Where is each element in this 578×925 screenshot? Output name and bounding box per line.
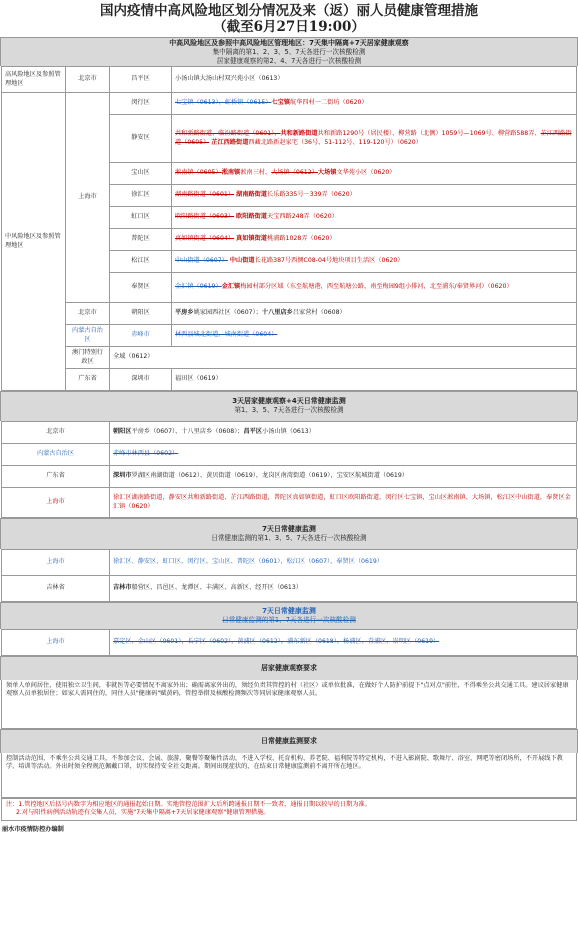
- footer-issuer: 丽水市疫情防控办编制: [2, 825, 64, 833]
- table-row: 澳门特别行政区 全域（0612）: [2, 347, 577, 369]
- table-row: 广东省 深圳市 福田区（0619）: [2, 369, 577, 391]
- table-row: 北京市 朝阳区平房乡（0607）、十八里店乡（0608）；昌平区小汤山镇（0613）: [2, 422, 577, 444]
- section2-table: [1, 421, 577, 518]
- table-row: 奉贤区 金汇镇（0619）金汇镇梅园村部分区域（东至航塘港，西至航塘公路，南至梅园9组小排河，北至浦东/奉贤界河）（0620）: [2, 273, 577, 303]
- table-row: 中风险地区及参照管理地区 上海市 闵行区 七宝镇（0613）、虹桥镇（0615）七宝镇航华四村一二街坊（0620）: [2, 93, 577, 115]
- table-row: 上海市 嘉定区、金山区（0601），长宁区（0602），黄浦区（0612），浦东新区（0618），杨浦区、青浦区、崇明区（0619）: [2, 630, 577, 656]
- section2-header: 3天居家健康观察+4天日常健康监测 第1、3、5、7天各进行一次核酸检测: [0, 391, 578, 421]
- table-row: 广东省 深圳市罗湖区南湖街道（0612）、黄贝街道（0619），龙岗区南湾街道（0619），宝安区航城街道（0619）: [2, 466, 577, 488]
- section3-table: [1, 549, 577, 602]
- section3-header: 7天日常健康监测 日常健康监测的第1、3、5、7天各进行一次核酸检测: [0, 518, 578, 549]
- home-header: 居家健康观察要求: [0, 656, 578, 680]
- section1-header: 中高风险地区及参照中高风险地区管理地区：7天集中隔离+7天居家健康观察 集中隔离的第1、2、3、5、7天各进行一次核酸检测 居家健康观察的第2、4、7天各进行一次核酸检测: [0, 37, 578, 66]
- table-row: 上海市 徐汇区、静安区、虹口区、闵行区、宝山区、普陀区（0601），松江区（0607），奉贤区（0619）: [2, 550, 577, 576]
- notes: 注：1.管控地区后括号内数字为相应地区的通报起始日期。实地管控范围扩大后所跨通报日期不一致者，通报日期以较早的日期为准。 2.对与阳性病例活动轨迹有交集人员，实施"7天集中隔离+7天居家健康观察"健康管理措施。: [1, 798, 577, 821]
- table-row: 虹口区 欧阳路街道（0603） 欧阳路街道天宝西路248弄（0620）: [2, 207, 577, 229]
- table-row: 内蒙古自治区 赤峰市林西县（0602）: [2, 444, 577, 466]
- table-row: 内蒙古自治区 赤峰市 林西县城北街道、城南街道（0604）: [2, 325, 577, 347]
- table-row: 高风险地区及参照管理地区 北京市 昌平区 小汤山镇大汤山村双兴苑小区（0613）: [2, 67, 577, 93]
- table-row: 吉林省 吉林市船营区、昌邑区、龙潭区、丰满区、高新区、经开区（0613）: [2, 576, 577, 602]
- table-row: 徐汇区 湖南路街道（0601） 湖南路街道长乐路335号－339弄（0620）: [2, 185, 577, 207]
- table-row: 宝山区 淞南镇（0605）淞南镇淞南三村、大场镇（0612）大场镇文华苑小区（0620）: [2, 163, 577, 185]
- table-row: 静安区 共和新路街道、临汾路街道（0601）、共和新路街道共和新路1290号（居民楼）、柳营路（北侧）1059号—1069号、柳营路588弄、芷江西路街道（0605） 芷江西路街道西藏北路新赵家宅（36号、51-112号、119-120号）（0620）: [2, 115, 577, 163]
- section1-table: [1, 66, 577, 391]
- table-row: 松江区 中山街道（0607） 中山街道长花路387号西侧C08-04号地块项目生活区（0620）: [2, 251, 577, 273]
- table-row: 上海市 徐汇区湖南路街道，静安区共和新路街道、芷江西路街道，普陀区真如镇街道，虹口区欧阳路街道，闵行区七宝镇，宝山区淞南镇、大场镇，松江区中山街道，奉贤区金汇镇（0620）: [2, 488, 577, 518]
- daily-header: 日常健康监测要求: [0, 729, 578, 753]
- section4-header: 7天日常健康监测 日常健康监测的第1、7天各进行一次核酸检测: [0, 602, 578, 629]
- table-row: 普陀区 真如镇街道（0604） 真如镇街道桃浦路1028弄（0620）: [2, 229, 577, 251]
- home-requirements: 须单人单间居住，使用独立卫生间，非就医等必要情况不离家外出；确需离家外出的，须经负责其管控的村（社区）或单位批准，在做好个人防护前提下"点对点"前往，不得乘坐公共交通工具。建议居家健康观察人员单独居住；如家人需同住的，同住人员"健康码"赋黄码，管控举措及核酸检测频次等同居家健康观察人员。: [1, 680, 577, 729]
- page-title: 国内疫情中高风险地区划分情况及来（返）丽人员健康管理措施 （截至6月27日19:00）: [100, 3, 478, 35]
- section4-table: [1, 629, 577, 656]
- daily-requirements: 控制活动范围，不乘坐公共交通工具，不参加会议、会展、旅游、聚餐等聚集性活动，不进入学校、托育机构、养老院、福利院等特定机构，不进入影剧院、歌舞厅、浴室、网吧等密闭场所，不开展线下教学、培训等活动。外出时须全程规范佩戴口罩，切实保持安全社交距离。期间出现症状的，在结束日常健康监测前不离开所在地区。: [1, 753, 577, 798]
- table-row: 北京市 朝阳区 平房乡姚家园西社区（0607）；十八里店乡吕家营村（0608）: [2, 303, 577, 325]
